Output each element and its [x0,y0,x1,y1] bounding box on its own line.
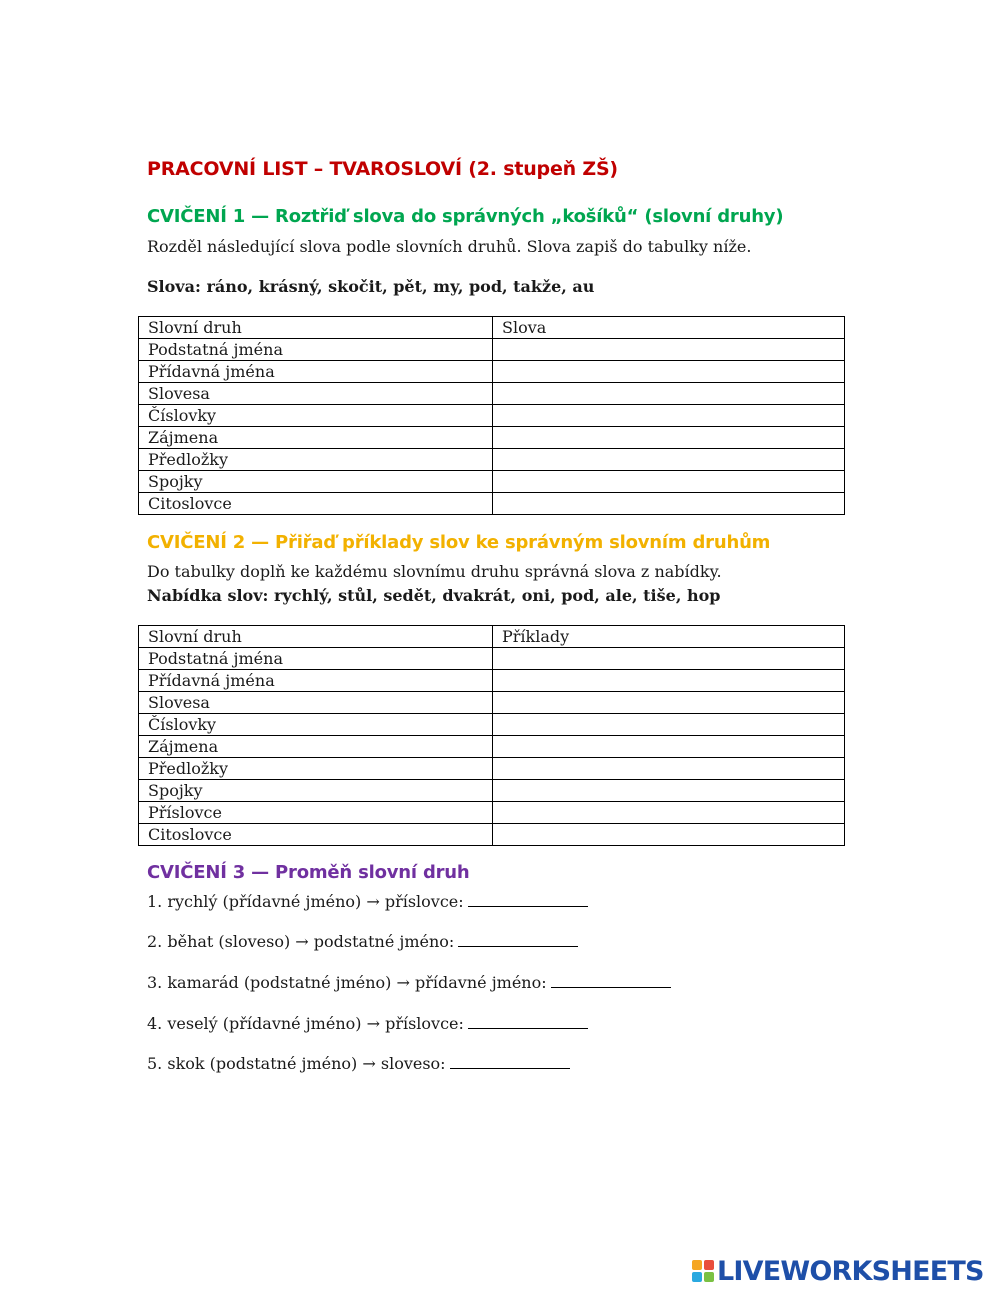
table-cell-label: Přídavná jména [139,670,493,692]
exercise-3-item [147,932,578,951]
answer-blank[interactable] [458,933,578,947]
answer-blank[interactable] [468,893,588,907]
table-header-cell: Slovní druh [139,317,493,339]
table-row [139,339,845,361]
table-row [139,758,845,780]
table-row [139,493,845,515]
exercise-3-item-text: 3. kamarád (podstatné jméno) → přídavné jméno: [147,973,547,992]
exercise-3-item-text: 2. běhat (sloveso) → podstatné jméno: [147,932,455,951]
exercise-2-heading: CVIČENÍ 2 — Přiřaď příklady slov ke správným slovním druhům [147,532,771,553]
exercise-3-item [147,1014,588,1033]
table-cell-label: Spojky [139,471,493,493]
exercise-2-table [138,625,845,846]
table-row [139,692,845,714]
exercise-2-instruction: Do tabulky doplň ke každému slovnímu druhu správná slova z nabídky. [147,562,722,581]
table-cell-label: Slovesa [139,383,493,405]
table-cell-label: Předložky [139,758,493,780]
table-header-cell: Slovní druh [139,626,493,648]
exercise-1-instruction: Rozděl následující slova podle slovních druhů. Slova zapiš do tabulky níže. [147,237,752,256]
table-header-cell: Slova [493,317,845,339]
liveworksheets-logo[interactable] [692,1256,984,1286]
exercise-1-heading: CVIČENÍ 1 — Roztřiď slova do správných „košíků“ (slovní druhy) [147,206,784,227]
table-cell-label: Předložky [139,449,493,471]
table-cell-label: Podstatná jména [139,648,493,670]
answer-cell[interactable] [493,493,845,515]
table-cell-label: Číslovky [139,405,493,427]
table-cell-label: Přídavná jména [139,361,493,383]
exercise-3-item-text: 5. skok (podstatné jméno) → sloveso: [147,1054,446,1073]
table-row [139,714,845,736]
answer-cell[interactable] [493,471,845,493]
answer-cell[interactable] [493,339,845,361]
exercise-3-item-text: 1. rychlý (přídavné jméno) → příslovce: [147,892,464,911]
table-cell-label: Příslovce [139,802,493,824]
table-row [139,824,845,846]
answer-cell[interactable] [493,736,845,758]
table-cell-label: Zájmena [139,736,493,758]
answer-cell[interactable] [493,714,845,736]
answer-cell[interactable] [493,824,845,846]
page-title: PRACOVNÍ LIST – TVAROSLOVÍ (2. stupeň ZŠ) [147,158,618,180]
table-row [139,736,845,758]
answer-blank[interactable] [551,974,671,988]
exercise-3-item [147,1054,570,1073]
liveworksheets-logo-icon [692,1260,714,1282]
logo-text: LIVEWORKSHEETS [717,1255,984,1287]
table-row [139,383,845,405]
exercise-3-heading: CVIČENÍ 3 — Proměň slovní druh [147,862,470,883]
answer-blank[interactable] [450,1055,570,1069]
answer-cell[interactable] [493,405,845,427]
table-cell-label: Citoslovce [139,493,493,515]
exercise-1-table [138,316,845,515]
table-row [139,405,845,427]
table-header-row [139,317,845,339]
answer-cell[interactable] [493,361,845,383]
answer-cell[interactable] [493,383,845,405]
table-header-cell: Příklady [493,626,845,648]
table-header-row [139,626,845,648]
table-cell-label: Spojky [139,780,493,802]
table-row [139,427,845,449]
answer-blank[interactable] [468,1015,588,1029]
exercise-3-item-text: 4. veselý (přídavné jméno) → příslovce: [147,1014,464,1033]
table-row [139,449,845,471]
answer-cell[interactable] [493,449,845,471]
exercise-2-word-list: Nabídka slov: rychlý, stůl, sedět, dvakrát, oni, pod, ale, tiše, hop [147,586,721,605]
table-cell-label: Slovesa [139,692,493,714]
table-row [139,361,845,383]
exercise-3-item [147,973,671,992]
answer-cell[interactable] [493,780,845,802]
table-row [139,802,845,824]
table-row [139,471,845,493]
table-cell-label: Zájmena [139,427,493,449]
exercise-1-word-list: Slova: ráno, krásný, skočit, pět, my, pod, takže, au [147,277,595,296]
table-cell-label: Citoslovce [139,824,493,846]
answer-cell[interactable] [493,802,845,824]
answer-cell[interactable] [493,692,845,714]
table-row [139,648,845,670]
table-row [139,670,845,692]
answer-cell[interactable] [493,648,845,670]
answer-cell[interactable] [493,427,845,449]
table-cell-label: Podstatná jména [139,339,493,361]
answer-cell[interactable] [493,758,845,780]
answer-cell[interactable] [493,670,845,692]
table-row [139,780,845,802]
exercise-3-item [147,892,588,911]
table-cell-label: Číslovky [139,714,493,736]
